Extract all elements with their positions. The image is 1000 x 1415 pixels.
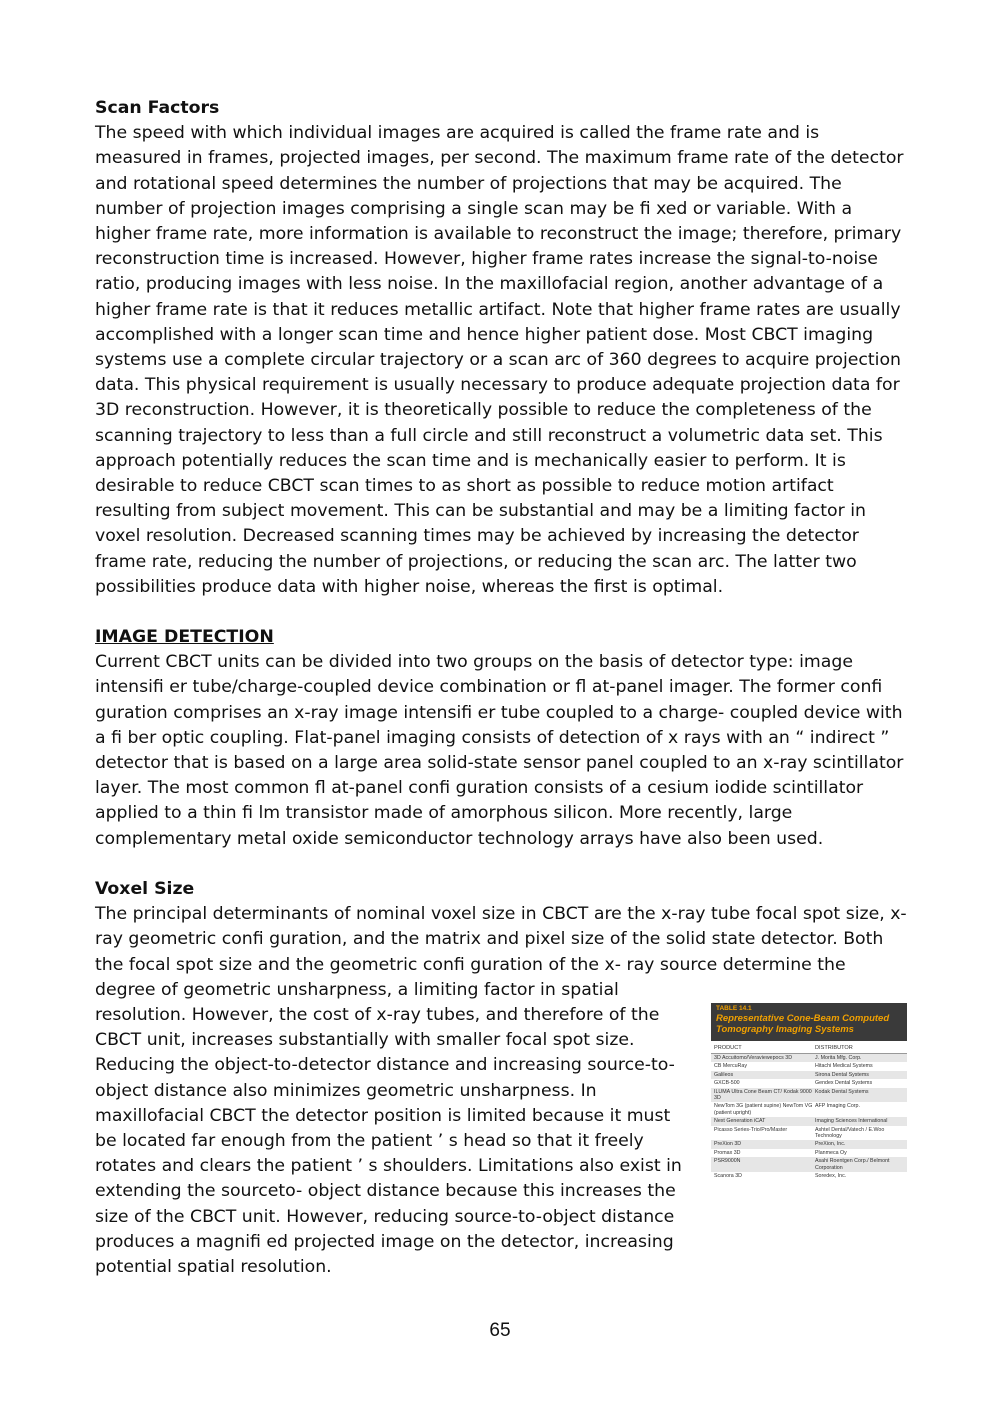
table-row [711,1140,907,1148]
table-row [711,1054,907,1062]
table-header [711,1003,907,1041]
section-heading: Voxel Size [95,878,195,899]
table-row [711,1088,907,1103]
paragraph: Current CBCT units can be divided into two groups on the basis of detector type: image intensifi er tube/charge-coupled device combination or fl at-panel imager. The former confi guration comprises an x-ray image intensifi er tube coupled to a charge- coupled device with a fi ber optic coupling. Flat-panel imaging consists of detection of x rays with an “ indirect ” detector that is based on a large area solid-state sensor panel coupled to an x-ray scintillator layer. The most common fl at-panel confi guration consists of a cesium iodide scintillator applied to a thin fi lm transistor made of amorphous silicon. More recently, large complementary metal oxide semiconductor technology arrays have also been used. [95,652,904,849]
cell-distributor: Planmeca Oy [815,1149,847,1156]
cell-product: Next Generation iCAT [714,1118,766,1125]
section-image-detection [95,625,910,852]
table-row [711,1149,907,1157]
paragraph: The speed with which individual images are acquired is called the frame rate and is measured in frames, projected images, per second. The maximum frame rate of the detector and rotational speed determines the number of projections that may be acquired. The number of projection images comprising a single scan may be fi xed or variable. With a higher frame rate, more information is available to reconstruct the image; therefore, primary reconstruction time is increased. However, higher frame rates increase the signal-to-noise ratio, producing images with less noise. In the maxillofacial region, another advantage of a higher frame rate is that it reduces metallic artifact. Note that higher frame rates are usually accomplished with a longer scan time and hence higher patient dose. Most CBCT imaging systems use a complete circular trajectory or a scan arc of 360 degrees to acquire projection data. This physical requirement is usually necessary to produce adequate projection data for 3D reconstruction. However, it is theoretically possible to reduce the completeness of the scanning trajectory to less than a full circle and still reconstruct a volumetric data set. This approach potentially reduces the scan time and is mechanically easier to perform. It is desirable to reduce CBCT scan times to as short as possible to reduce motion artifact resulting from subject movement. This can be substantial and may be a limiting factor in voxel resolution. Decreased scanning times may be achieved by increasing the detector frame rate, reducing the number of projections, or reducing the scan arc. The latter two possibilities produce data with higher noise, whereas the first is optimal. [95,123,904,597]
column-header-distributor: DISTRIBUTOR [815,1045,853,1051]
cell-product: PreXion 3D [714,1141,742,1148]
cell-distributor: PreXion, Inc. [815,1141,846,1148]
cell-distributor: Soredex, Inc. [815,1173,847,1180]
table-title: Representative Cone-Beam Computed Tomography Imaging Systems [716,1013,890,1035]
table-row [711,1079,907,1087]
cell-distributor: Asahi Roentgen Corp./ Belmont Corporation [815,1158,890,1171]
table-row [711,1102,907,1117]
paragraph: The principal determinants of nominal voxel size in CBCT are the x-ray tube focal spot size, x-ray geometric confi guration, and the matrix and pixel size of the solid state detector. Both the focal spot size and the geometric confi guration of the x- ray source determine the [95,904,907,975]
cell-distributor: J. Morita Mfg. Corp. [815,1055,862,1061]
cell-product: NewTom 3G (patient supine) NewTom VG (patient upright) [714,1103,813,1116]
cell-product: CB MercuRay [714,1063,747,1070]
section-heading: Scan Factors [95,98,220,118]
table-column-headers [711,1041,907,1054]
paragraph: degree of geometric unsharpness, a limiting factor in spatial resolution. However, the cost of x-ray tubes, and therefore of the CBCT unit, increases substantially with smaller focal spot size. Reducing the object-to-detector distance and increasing source-to-object distance also minimizes geometric unsharpness. In maxillofacial CBCT the detector position is limited because it must be located far enough from the patient ’ s head so that it freely rotates and clears the patient ’ s shoulders. Limitations also exist in extending the sourceto- object distance because this increases the size of the CBCT unit. However, reducing source-to-object distance produces a magnifi ed projected image on the detector, increasing potential spatial resolution. [95,979,682,1277]
cell-distributor: AFP Imaging Corp. [815,1103,860,1110]
page-number: 65 [489,1320,511,1341]
table-label: TABLE 14.1 [716,1005,752,1012]
table-row [711,1172,907,1180]
cell-distributor: Hitachi Medical Systems [815,1063,873,1070]
table-body [711,1054,907,1181]
cell-distributor: Gendex Dental Systems [815,1080,873,1087]
cell-product: Galileos [714,1071,734,1078]
section-heading: IMAGE DETECTION [95,627,274,648]
table-row [711,1062,907,1070]
cell-product: Picasso Series-Trio/Pro/Master [714,1126,788,1133]
cell-product: Scanora 3D [714,1173,742,1180]
cell-product: 3D Accuitomo/Veraviewepocs 3D [714,1055,793,1061]
cell-product: GXCB-500 [714,1080,740,1087]
table-row [711,1117,907,1125]
column-header-product: PRODUCT [714,1045,742,1051]
table-figure-image [711,1003,907,1228]
section-scan-factors [95,96,910,600]
cell-product: ILUMA Ultra Cone Beam CT/ Kodak 9000 3D [714,1088,812,1102]
table-row [711,1126,907,1141]
cell-distributor: Sirona Dental Systems [815,1071,869,1078]
cell-product: Promax 3D [714,1149,741,1156]
cell-distributor: Imaging Sciences International [815,1118,888,1125]
cell-distributor: Ashtel Dental/Vatech / E.Woo Technology [815,1126,885,1140]
cell-distributor: Kodak Dental Systems [815,1088,869,1095]
table-row [711,1157,907,1172]
cell-product: PSR9000N [714,1158,741,1165]
table-row [711,1071,907,1079]
